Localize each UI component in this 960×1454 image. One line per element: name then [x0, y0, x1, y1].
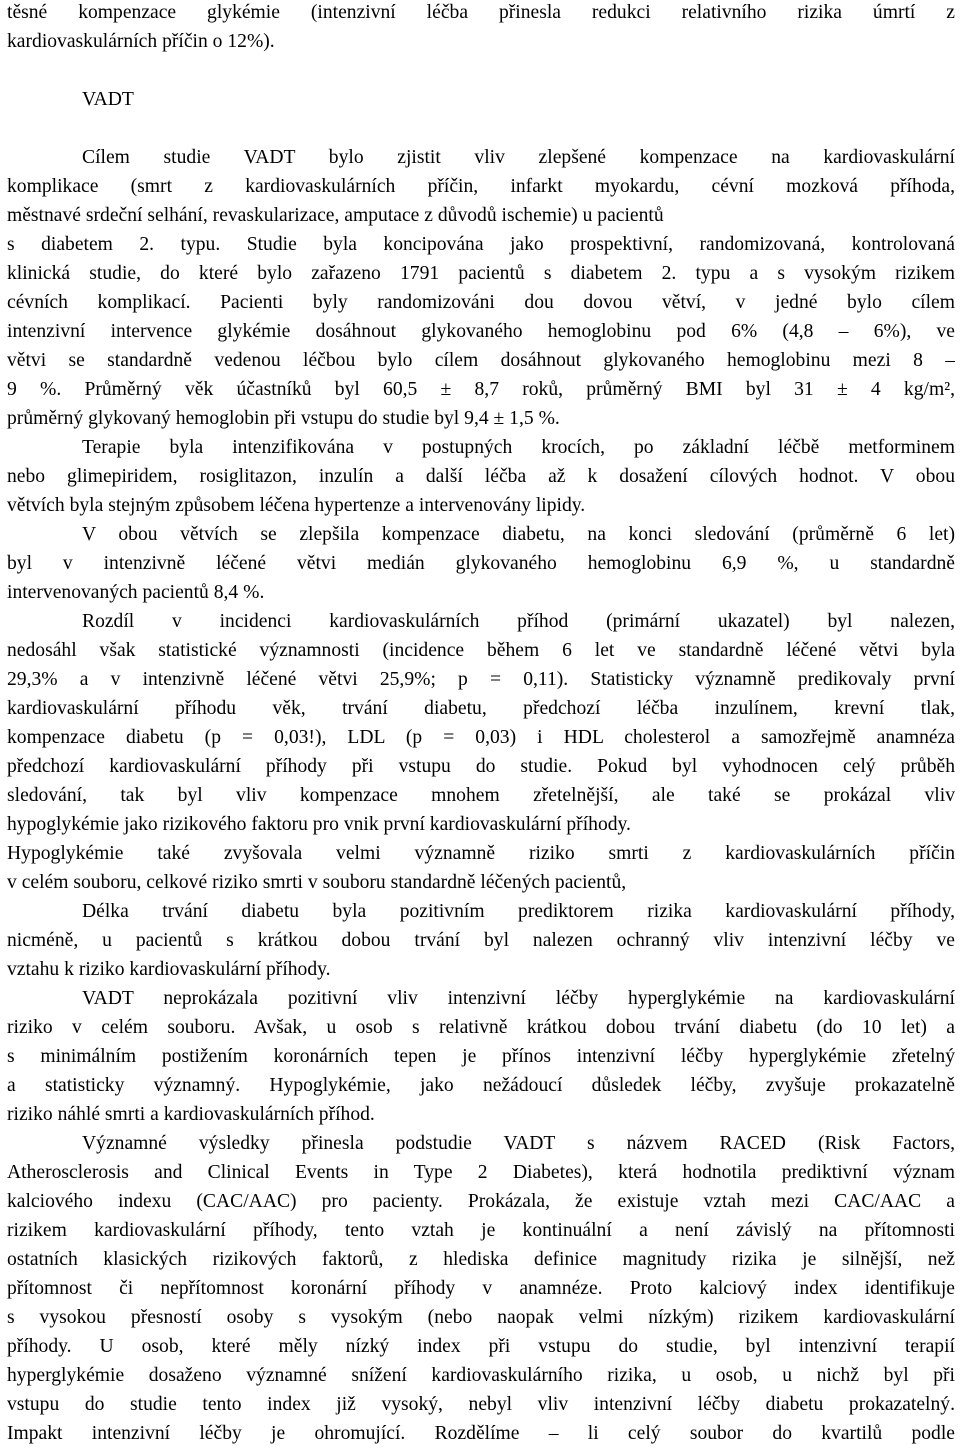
text-line: komplikace (smrt z kardiovaskulárních příčin, infarkt myokardu, cévní mozková příhoda, — [7, 176, 955, 197]
paragraph-first-line: VADT neprokázala pozitivní vliv intenzivní léčby hyperglykémie na kardiovaskulární — [82, 988, 955, 1009]
paragraph-first-line: V obou větvích se zlepšila kompenzace diabetu, na konci sledování (průměrně 6 let) — [82, 524, 955, 545]
text-line: kardiovaskulárních příčin o 12%). — [7, 31, 275, 52]
text-line: vztahu k riziko kardiovaskulární příhody. — [7, 959, 331, 980]
text-line: větvi se standardně vedenou léčbou bylo cílem dosáhnout glykovaného hemoglobinu mezi 8 – — [7, 350, 955, 371]
text-line: a statisticky významný. Hypoglykémie, jako nežádoucí důsledek léčby, zvyšuje prokazatelně — [7, 1075, 955, 1096]
text-line: nedosáhl však statistické významnosti (incidence během 6 let ve standardně léčené větvi byla — [7, 640, 955, 661]
text-line: intervenovaných pacientů 8,4 %. — [7, 582, 265, 603]
text-line: v celém souboru, celkové riziko smrti v souboru standardně léčených pacientů, — [7, 872, 627, 893]
paragraph-first-line: Terapie byla intenzifikována v postupných krocích, po základní léčbě metforminem — [82, 437, 955, 458]
text-line: nebo glimepiridem, rosiglitazon, inzulín a další léčba až k dosažení cílových hodnot. V obou — [7, 466, 955, 487]
text-line: těsné kompenzace glykémie (intenzivní léčba přinesla redukci relativního rizika úmrtí z — [7, 2, 955, 23]
text-line: ostatních klasických rizikových faktorů, z hlediska definice magnitudy rizika je silnější, než — [7, 1249, 955, 1270]
paragraph-first-line: Rozdíl v incidenci kardiovaskulárních příhod (primární ukazatel) byl nalezen, — [82, 611, 955, 632]
text-line: byl v intenzivně léčené větvi medián glykovaného hemoglobinu 6,9 %, u standardně — [7, 553, 955, 574]
text-line: vstupu do studie tento index již vysoký, nebyl vliv intenzivní léčby diabetu prokazatelný. — [7, 1394, 955, 1415]
paragraph-first-line: Cílem studie VADT bylo zjistit vliv zlepšené kompenzace na kardiovaskulární — [82, 147, 955, 168]
text-line: Atherosclerosis and Clinical Events in Type 2 Diabetes), která hodnotila prediktivní význam — [7, 1162, 955, 1183]
text-line: Hypoglykémie také zvyšovala velmi významně riziko smrti z kardiovaskulárních příčin — [7, 843, 955, 864]
text-line: s minimálním postižením koronárních tepen je přínos intenzivní léčby hyperglykémie zřetelný — [7, 1046, 955, 1067]
paragraph-first-line: Délka trvání diabetu byla pozitivním prediktorem rizika kardiovaskulární příhody, — [82, 901, 955, 922]
text-line: riziko v celém souboru. Avšak, u osob s relativně krátkou dobou trvání diabetu (do 10 let) a — [7, 1017, 955, 1038]
text-line: hyperglykémie dosaženo významné snížení kardiovaskulárního rizika, u osob, u nichž byl při — [7, 1365, 955, 1386]
text-line: s vysokou přesností osoby s vysokým (nebo naopak velmi nízkým) rizikem kardiovaskulární — [7, 1307, 955, 1328]
section-heading: VADT — [82, 89, 134, 110]
text-line: kompenzace diabetu (p = 0,03!), LDL (p = 0,03) i HDL cholesterol a samozřejmě anamnéza — [7, 727, 955, 748]
text-line: 9 %. Průměrný věk účastníků byl 60,5 ± 8,7 roků, průměrný BMI byl 31 ± 4 kg/m², — [7, 379, 955, 400]
text-line: Impakt intenzivní léčby je ohromující. Rozdělíme – li celý soubor do kvartilů podle — [7, 1423, 955, 1444]
text-line: klinická studie, do které bylo zařazeno 1791 pacientů s diabetem 2. typu a s vysokým rizikem — [7, 263, 955, 284]
text-line: riziko náhlé smrti a kardiovaskulárních příhod. — [7, 1104, 375, 1125]
text-line: intenzivní intervence glykémie dosáhnout glykovaného hemoglobinu pod 6% (4,8 – 6%), ve — [7, 321, 955, 342]
text-line: s diabetem 2. typu. Studie byla koncipována jako prospektivní, randomizovaná, kontrolovaná — [7, 234, 955, 255]
text-line: příhody. U osob, které měly nízký index při vstupu do studie, byl intenzivní terapií — [7, 1336, 955, 1357]
text-line: 29,3% a v intenzivně léčené větvi 25,9%; p = 0,11). Statisticky významně predikovaly první — [7, 669, 955, 690]
text-line: cévních komplikací. Pacienti byly randomizováni dou dovou větví, v jedné bylo cílem — [7, 292, 955, 313]
text-line: předchozí kardiovaskulární příhody při vstupu do studie. Pokud byl vyhodnocen celý průběh — [7, 756, 955, 777]
text-line: nicméně, u pacientů s krátkou dobou trvání byl nalezen ochranný vliv intenzivní léčby ve — [7, 930, 955, 951]
text-line: přítomnost či nepřítomnost koronární příhody v anamnéze. Proto kalciový index identifikuje — [7, 1278, 955, 1299]
text-line: hypoglykémie jako rizikového faktoru pro vnik první kardiovaskulární příhody. — [7, 814, 631, 835]
text-line: větvích byla stejným způsobem léčena hypertenze a intervenovány lipidy. — [7, 495, 586, 516]
paragraph-first-line: Významné výsledky přinesla podstudie VADT s názvem RACED (Risk Factors, — [82, 1133, 955, 1154]
text-line: kardiovaskulární příhodu věk, trvání diabetu, předchozí léčba inzulínem, krevní tlak, — [7, 698, 955, 719]
text-line: městnavé srdeční selhání, revaskularizace, amputace z důvodů ischemie) u pacientů — [7, 205, 664, 226]
text-line: kalciového indexu (CAC/AAC) pro pacienty. Prokázala, že existuje vztah mezi CAC/AAC a — [7, 1191, 955, 1212]
text-line: sledování, tak byl vliv kompenzace mnohem zřetelnější, ale také se prokázal vliv — [7, 785, 955, 806]
text-line: průměrný glykovaný hemoglobin při vstupu do studie byl 9,4 ± 1,5 %. — [7, 408, 560, 429]
text-line: rizikem kardiovaskulární příhody, tento vztah je kontinuální a není závislý na přítomnosti — [7, 1220, 955, 1241]
